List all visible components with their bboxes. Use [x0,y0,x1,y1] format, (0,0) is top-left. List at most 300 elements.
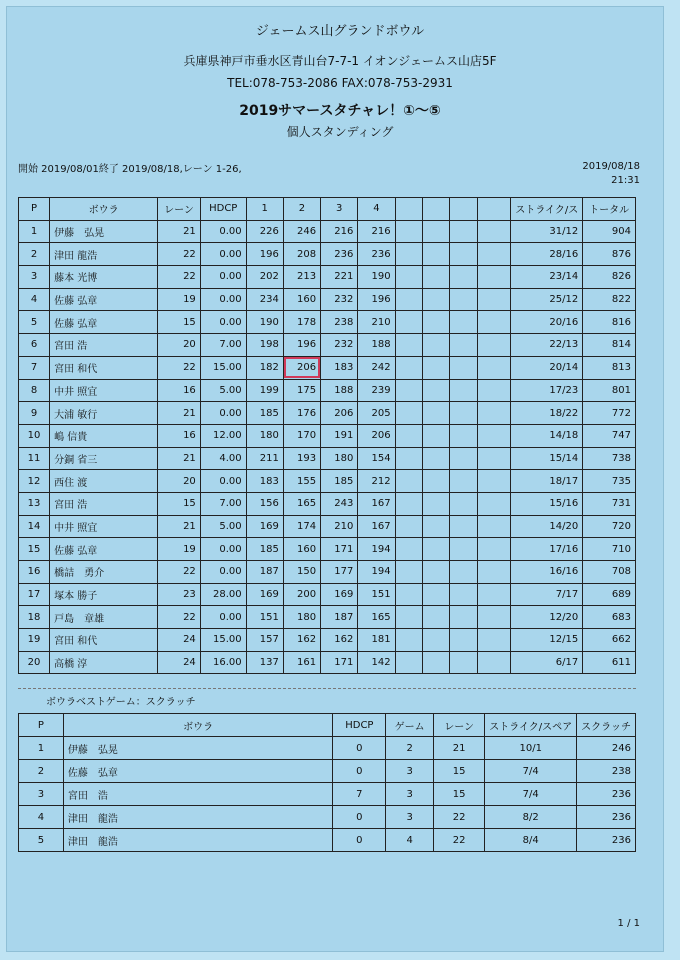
game-score-cell: 176 [283,402,320,425]
lane-cell: 24 [158,629,201,652]
table-row [19,737,636,760]
rank-cell: 5 [19,829,64,852]
standings-column-header: 1 [246,198,283,221]
lane-cell: 19 [158,538,201,561]
lane-cell: 15 [158,311,201,334]
total-cell: 662 [583,629,636,652]
hdcp-cell: 0 [333,806,386,829]
total-cell: 708 [583,561,636,584]
best-game-column-header: スクラッチ [577,714,636,737]
game-score-cell: 198 [246,334,283,357]
game-score-cell: 193 [283,447,320,470]
rank-cell: 12 [19,470,50,493]
empty-game-cell [395,379,422,402]
game-score-cell: 167 [358,515,395,538]
hdcp-cell: 7 [333,783,386,806]
table-row [19,402,636,425]
game-score-cell: 156 [246,492,283,515]
standings-column-header [477,198,511,221]
game-score-cell: 194 [358,538,395,561]
best-game-title: ボウラベストゲーム：スクラッチ [46,697,196,708]
bowler-name-cell: 佐藤 弘章 [50,311,158,334]
standings-column-header: HDCP [200,198,246,221]
bowler-name-cell: 西住 渡 [50,470,158,493]
table-row [19,606,636,629]
game-number-cell: 3 [386,783,434,806]
game-score-cell: 206 [283,356,320,379]
lane-cell: 22 [158,561,201,584]
hdcp-cell: 0.00 [200,470,246,493]
empty-game-cell [395,492,422,515]
lane-cell: 15 [158,492,201,515]
empty-game-cell [477,220,511,243]
table-row [19,651,636,674]
empty-game-cell [422,356,449,379]
total-cell: 826 [583,266,636,289]
lane-cell: 21 [158,515,201,538]
lane-cell: 19 [158,288,201,311]
scratch-score-cell: 238 [577,760,636,783]
best-game-column-header: P [19,714,64,737]
bowler-name-cell: 藤本 光博 [50,266,158,289]
game-score-cell: 167 [358,492,395,515]
empty-game-cell [450,311,477,334]
rank-cell: 14 [19,515,50,538]
total-cell: 720 [583,515,636,538]
game-score-cell: 187 [321,606,358,629]
table-row [19,220,636,243]
empty-game-cell [395,515,422,538]
table-row [19,243,636,266]
report-subtitle: 個人スタンディング [286,125,394,139]
table-row [19,829,636,852]
game-score-cell: 169 [246,515,283,538]
bowler-name-cell: 宮田 和代 [50,629,158,652]
hdcp-cell: 0.00 [200,561,246,584]
empty-game-cell [477,447,511,470]
rank-cell: 15 [19,538,50,561]
rank-cell: 11 [19,447,50,470]
venue-address: 兵庫県神戸市垂水区青山台7-7-1 イオンジェームス山店5F [183,54,497,68]
lane-cell: 16 [158,379,201,402]
game-score-cell: 190 [358,266,395,289]
empty-game-cell [450,243,477,266]
game-score-cell: 216 [321,220,358,243]
rank-cell: 3 [19,266,50,289]
empty-game-cell [477,583,511,606]
game-score-cell: 178 [283,311,320,334]
game-score-cell: 185 [246,538,283,561]
bowler-name-cell: 高橋 淳 [50,651,158,674]
game-score-cell: 212 [358,470,395,493]
empty-game-cell [450,629,477,652]
game-score-cell: 216 [358,220,395,243]
empty-game-cell [395,470,422,493]
hdcp-cell: 0.00 [200,606,246,629]
strike-spare-cell: 18/22 [511,402,583,425]
strike-spare-cell: 31/12 [511,220,583,243]
bowler-name-cell: 佐藤 弘章 [50,538,158,561]
empty-game-cell [450,402,477,425]
game-score-cell: 169 [246,583,283,606]
hdcp-cell: 16.00 [200,651,246,674]
empty-game-cell [477,629,511,652]
bowler-name-cell: 宮田 浩 [50,492,158,515]
game-score-cell: 162 [283,629,320,652]
hdcp-cell: 0.00 [200,220,246,243]
hdcp-cell: 0.00 [200,538,246,561]
game-score-cell: 239 [358,379,395,402]
game-score-cell: 221 [321,266,358,289]
game-score-cell: 191 [321,424,358,447]
empty-game-cell [422,266,449,289]
strike-spare-cell: 10/1 [485,737,577,760]
table-row [19,470,636,493]
game-score-cell: 210 [321,515,358,538]
bowler-name-cell: 伊藤 弘晃 [63,737,333,760]
lane-cell: 22 [158,606,201,629]
rank-cell: 8 [19,379,50,402]
empty-game-cell [395,220,422,243]
standings-column-header: ボウラ [50,198,158,221]
rank-cell: 6 [19,334,50,357]
rank-cell: 7 [19,356,50,379]
empty-game-cell [450,288,477,311]
lane-cell: 15 [434,783,485,806]
best-game-column-header: ストライク/スペア [485,714,577,737]
lane-cell: 24 [158,651,201,674]
empty-game-cell [450,379,477,402]
standings-column-header: 3 [321,198,358,221]
game-score-cell: 188 [321,379,358,402]
rank-cell: 2 [19,243,50,266]
total-cell: 801 [583,379,636,402]
lane-cell: 22 [158,356,201,379]
empty-game-cell [422,424,449,447]
bowler-name-cell: 橋詰 勇介 [50,561,158,584]
strike-spare-cell: 6/17 [511,651,583,674]
strike-spare-cell: 12/15 [511,629,583,652]
game-score-cell: 242 [358,356,395,379]
empty-game-cell [395,311,422,334]
empty-game-cell [450,220,477,243]
game-score-cell: 200 [283,583,320,606]
game-score-cell: 236 [321,243,358,266]
lane-cell: 21 [434,737,485,760]
empty-game-cell [477,288,511,311]
game-score-cell: 177 [321,561,358,584]
strike-spare-cell: 8/2 [485,806,577,829]
strike-spare-cell: 22/13 [511,334,583,357]
strike-spare-cell: 12/20 [511,606,583,629]
bowler-name-cell: 津田 龍浩 [63,806,333,829]
print-date: 2019/08/18 [582,161,640,172]
lane-cell: 21 [158,402,201,425]
empty-game-cell [395,334,422,357]
game-score-cell: 171 [321,651,358,674]
lane-cell: 21 [158,447,201,470]
table-row [19,783,636,806]
bowler-name-cell: 佐藤 弘章 [50,288,158,311]
game-score-cell: 185 [321,470,358,493]
best-game-column-header: ゲーム [386,714,434,737]
game-score-cell: 170 [283,424,320,447]
empty-game-cell [477,402,511,425]
bowler-name-cell: 中井 照宜 [50,379,158,402]
game-score-cell: 194 [358,561,395,584]
rank-cell: 2 [19,760,64,783]
table-row [19,806,636,829]
empty-game-cell [477,334,511,357]
empty-game-cell [422,606,449,629]
game-score-cell: 151 [358,583,395,606]
game-score-cell: 160 [283,288,320,311]
game-score-cell: 155 [283,470,320,493]
empty-game-cell [422,220,449,243]
strike-spare-cell: 15/14 [511,447,583,470]
strike-spare-cell: 7/17 [511,583,583,606]
empty-game-cell [450,492,477,515]
hdcp-cell: 0 [333,829,386,852]
section-divider [18,688,636,689]
table-row [19,538,636,561]
standings-column-header: レーン [158,198,201,221]
lane-cell: 23 [158,583,201,606]
game-score-cell: 246 [283,220,320,243]
standings-column-header: 2 [283,198,320,221]
game-score-cell: 165 [358,606,395,629]
standings-column-header: ストライク/ス [511,198,583,221]
game-score-cell: 234 [246,288,283,311]
game-number-cell: 4 [386,829,434,852]
game-score-cell: 232 [321,288,358,311]
hdcp-cell: 0 [333,737,386,760]
empty-game-cell [450,561,477,584]
empty-game-cell [395,561,422,584]
lane-cell: 20 [158,334,201,357]
bowler-name-cell: 宮田 浩 [50,334,158,357]
empty-game-cell [422,538,449,561]
empty-game-cell [477,424,511,447]
table-row [19,356,636,379]
lane-cell: 15 [434,760,485,783]
game-score-cell: 190 [246,311,283,334]
standings-column-header [450,198,477,221]
empty-game-cell [422,651,449,674]
hdcp-cell: 7.00 [200,334,246,357]
game-score-cell: 199 [246,379,283,402]
game-score-cell: 208 [283,243,320,266]
game-score-cell: 183 [321,356,358,379]
event-period: 開始 2019/08/01終了 2019/08/18,レーン 1-26, [18,164,242,175]
strike-spare-cell: 16/16 [511,561,583,584]
table-row [19,288,636,311]
empty-game-cell [477,561,511,584]
hdcp-cell: 0 [333,760,386,783]
game-score-cell: 180 [246,424,283,447]
empty-game-cell [477,651,511,674]
table-row [19,266,636,289]
venue-name: ジェームス山グランドボウル [255,24,425,39]
empty-game-cell [422,492,449,515]
rank-cell: 19 [19,629,50,652]
lane-cell: 22 [434,806,485,829]
game-score-cell: 169 [321,583,358,606]
empty-game-cell [422,334,449,357]
game-score-cell: 238 [321,311,358,334]
empty-game-cell [422,447,449,470]
total-cell: 772 [583,402,636,425]
table-row [19,379,636,402]
empty-game-cell [450,515,477,538]
strike-spare-cell: 25/12 [511,288,583,311]
game-score-cell: 187 [246,561,283,584]
best-game-table [18,713,636,852]
game-score-cell: 174 [283,515,320,538]
total-cell: 689 [583,583,636,606]
rank-cell: 4 [19,806,64,829]
game-score-cell: 137 [246,651,283,674]
empty-game-cell [477,470,511,493]
empty-game-cell [477,379,511,402]
game-score-cell: 180 [321,447,358,470]
hdcp-cell: 5.00 [200,515,246,538]
strike-spare-cell: 14/20 [511,515,583,538]
hdcp-cell: 0.00 [200,266,246,289]
table-row [19,492,636,515]
empty-game-cell [395,266,422,289]
total-cell: 738 [583,447,636,470]
rank-cell: 4 [19,288,50,311]
empty-game-cell [395,424,422,447]
rank-cell: 5 [19,311,50,334]
bowler-name-cell: 塚本 勝子 [50,583,158,606]
game-score-cell: 181 [358,629,395,652]
venue-contact: TEL:078-753-2086 FAX:078-753-2931 [227,76,453,90]
empty-game-cell [450,583,477,606]
game-score-cell: 182 [246,356,283,379]
game-score-cell: 232 [321,334,358,357]
table-row [19,629,636,652]
empty-game-cell [450,424,477,447]
scratch-score-cell: 236 [577,806,636,829]
hdcp-cell: 12.00 [200,424,246,447]
hdcp-cell: 5.00 [200,379,246,402]
best-game-column-header: ボウラ [63,714,333,737]
empty-game-cell [477,492,511,515]
game-score-cell: 161 [283,651,320,674]
game-score-cell: 206 [321,402,358,425]
game-number-cell: 3 [386,806,434,829]
scratch-score-cell: 236 [577,829,636,852]
game-score-cell: 162 [321,629,358,652]
rank-cell: 20 [19,651,50,674]
empty-game-cell [395,606,422,629]
hdcp-cell: 0.00 [200,402,246,425]
standings-column-header: 4 [358,198,395,221]
game-score-cell: 243 [321,492,358,515]
total-cell: 876 [583,243,636,266]
game-score-cell: 226 [246,220,283,243]
game-score-cell: 236 [358,243,395,266]
rank-cell: 9 [19,402,50,425]
lane-cell: 22 [434,829,485,852]
empty-game-cell [422,288,449,311]
game-score-cell: 196 [358,288,395,311]
empty-game-cell [422,515,449,538]
total-cell: 904 [583,220,636,243]
strike-spare-cell: 20/16 [511,311,583,334]
rank-cell: 1 [19,220,50,243]
hdcp-cell: 0.00 [200,311,246,334]
bowler-name-cell: 嶋 信貴 [50,424,158,447]
lane-cell: 22 [158,243,201,266]
bowler-name-cell: 戸島 章雄 [50,606,158,629]
empty-game-cell [395,583,422,606]
strike-spare-cell: 7/4 [485,783,577,806]
total-cell: 813 [583,356,636,379]
empty-game-cell [422,243,449,266]
bowler-name-cell: 津田 龍浩 [63,829,333,852]
bowler-name-cell: 伊藤 弘晃 [50,220,158,243]
empty-game-cell [450,470,477,493]
game-score-cell: 157 [246,629,283,652]
standings-column-header [395,198,422,221]
rank-cell: 17 [19,583,50,606]
empty-game-cell [450,651,477,674]
best-game-header-row [19,714,636,737]
game-score-cell: 202 [246,266,283,289]
best-game-column-header: レーン [434,714,485,737]
game-score-cell: 196 [246,243,283,266]
bowler-name-cell: 分銅 省三 [50,447,158,470]
hdcp-cell: 4.00 [200,447,246,470]
bowler-name-cell: 大浦 敏行 [50,402,158,425]
empty-game-cell [477,515,511,538]
rank-cell: 13 [19,492,50,515]
total-cell: 816 [583,311,636,334]
rank-cell: 18 [19,606,50,629]
bowler-name-cell: 宮田 和代 [50,356,158,379]
total-cell: 731 [583,492,636,515]
empty-game-cell [422,561,449,584]
total-cell: 747 [583,424,636,447]
strike-spare-cell: 15/16 [511,492,583,515]
game-score-cell: 160 [283,538,320,561]
lane-cell: 20 [158,470,201,493]
empty-game-cell [477,606,511,629]
empty-game-cell [422,629,449,652]
total-cell: 710 [583,538,636,561]
table-row [19,311,636,334]
game-score-cell: 180 [283,606,320,629]
game-score-cell: 185 [246,402,283,425]
rank-cell: 16 [19,561,50,584]
table-row [19,515,636,538]
hdcp-cell: 28.00 [200,583,246,606]
print-timestamp [582,160,640,188]
empty-game-cell [395,356,422,379]
standings-header-row [19,198,636,221]
bowler-name-cell: 中井 照宜 [50,515,158,538]
empty-game-cell [477,356,511,379]
game-score-cell: 151 [246,606,283,629]
rank-cell: 3 [19,783,64,806]
standings-column-header: トータル [583,198,636,221]
hdcp-cell: 7.00 [200,492,246,515]
empty-game-cell [450,334,477,357]
table-row [19,583,636,606]
